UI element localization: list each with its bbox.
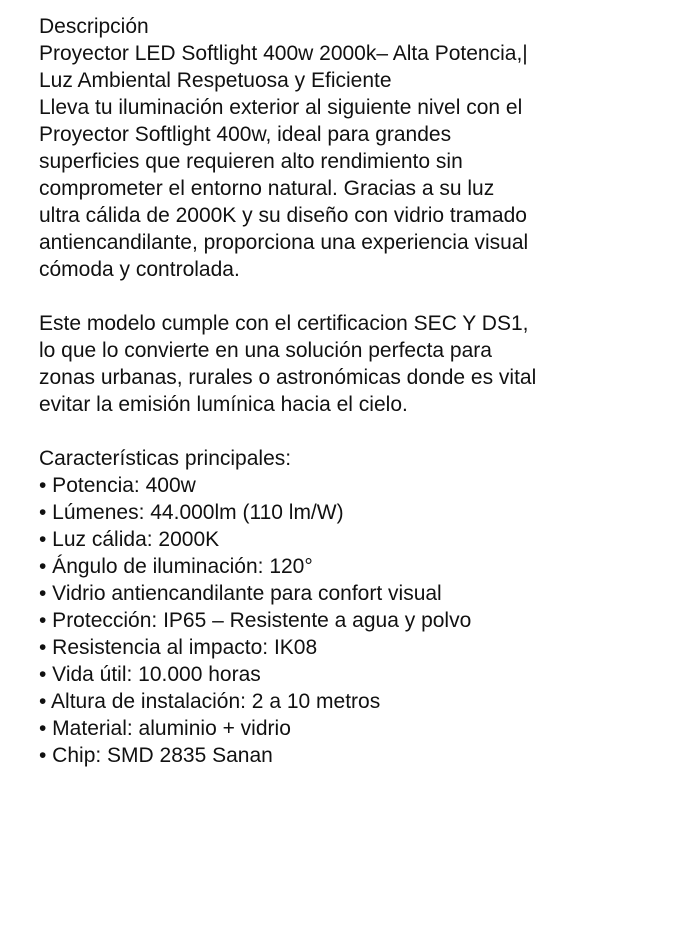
title-line: Proyector LED Softlight 400w 2000k– Alta Potencia,| [39, 42, 528, 65]
feature-item: • Altura de instalación: 2 a 10 metros [39, 690, 381, 713]
feature-item: • Ángulo de iluminación: 120° [39, 555, 313, 578]
certification-line: evitar la emisión lumínica hacia el cielo. [39, 393, 408, 416]
feature-item: • Resistencia al impacto: IK08 [39, 636, 318, 659]
feature-item: • Protección: IP65 – Resistente a agua y polvo [39, 609, 472, 632]
certification-line: Este modelo cumple con el certificacion SEC Y DS1, [39, 312, 529, 335]
paragraph-spacer [39, 418, 679, 445]
feature-item: • Vidrio antiencandilante para confort visual [39, 582, 442, 605]
feature-item: • Luz cálida: 2000K [39, 528, 220, 551]
certification-line: zonas urbanas, rurales o astronómicas donde es vital [39, 366, 537, 389]
description-heading: Descripción [39, 15, 149, 38]
intro-line: ultra cálida de 2000K y su diseño con vidrio tramado [39, 204, 527, 227]
intro-line: Lleva tu iluminación exterior al siguiente nivel con el [39, 96, 523, 119]
feature-item: • Potencia: 400w [39, 474, 196, 497]
feature-item: • Lúmenes: 44.000lm (110 lm/W) [39, 501, 344, 524]
intro-line: antiencandilante, proporciona una experiencia visual [39, 231, 529, 254]
intro-line: Proyector Softlight 400w, ideal para grandes [39, 123, 452, 146]
intro-line: comprometer el entorno natural. Gracias a su luz [39, 177, 495, 200]
title-line: Luz Ambiental Respetuosa y Eficiente [39, 69, 392, 92]
features-list [39, 472, 679, 769]
intro-line: superficies que requieren alto rendimiento sin [39, 150, 463, 173]
feature-item: • Vida útil: 10.000 horas [39, 663, 261, 686]
certification-line: lo que lo convierte en una solución perfecta para [39, 339, 492, 362]
product-description [39, 13, 679, 769]
paragraph-spacer [39, 283, 679, 310]
intro-line: cómoda y controlada. [39, 258, 240, 281]
feature-item: • Chip: SMD 2835 Sanan [39, 744, 273, 767]
feature-item: • Material: aluminio + vidrio [39, 717, 291, 740]
features-heading: Características principales: [39, 447, 292, 470]
